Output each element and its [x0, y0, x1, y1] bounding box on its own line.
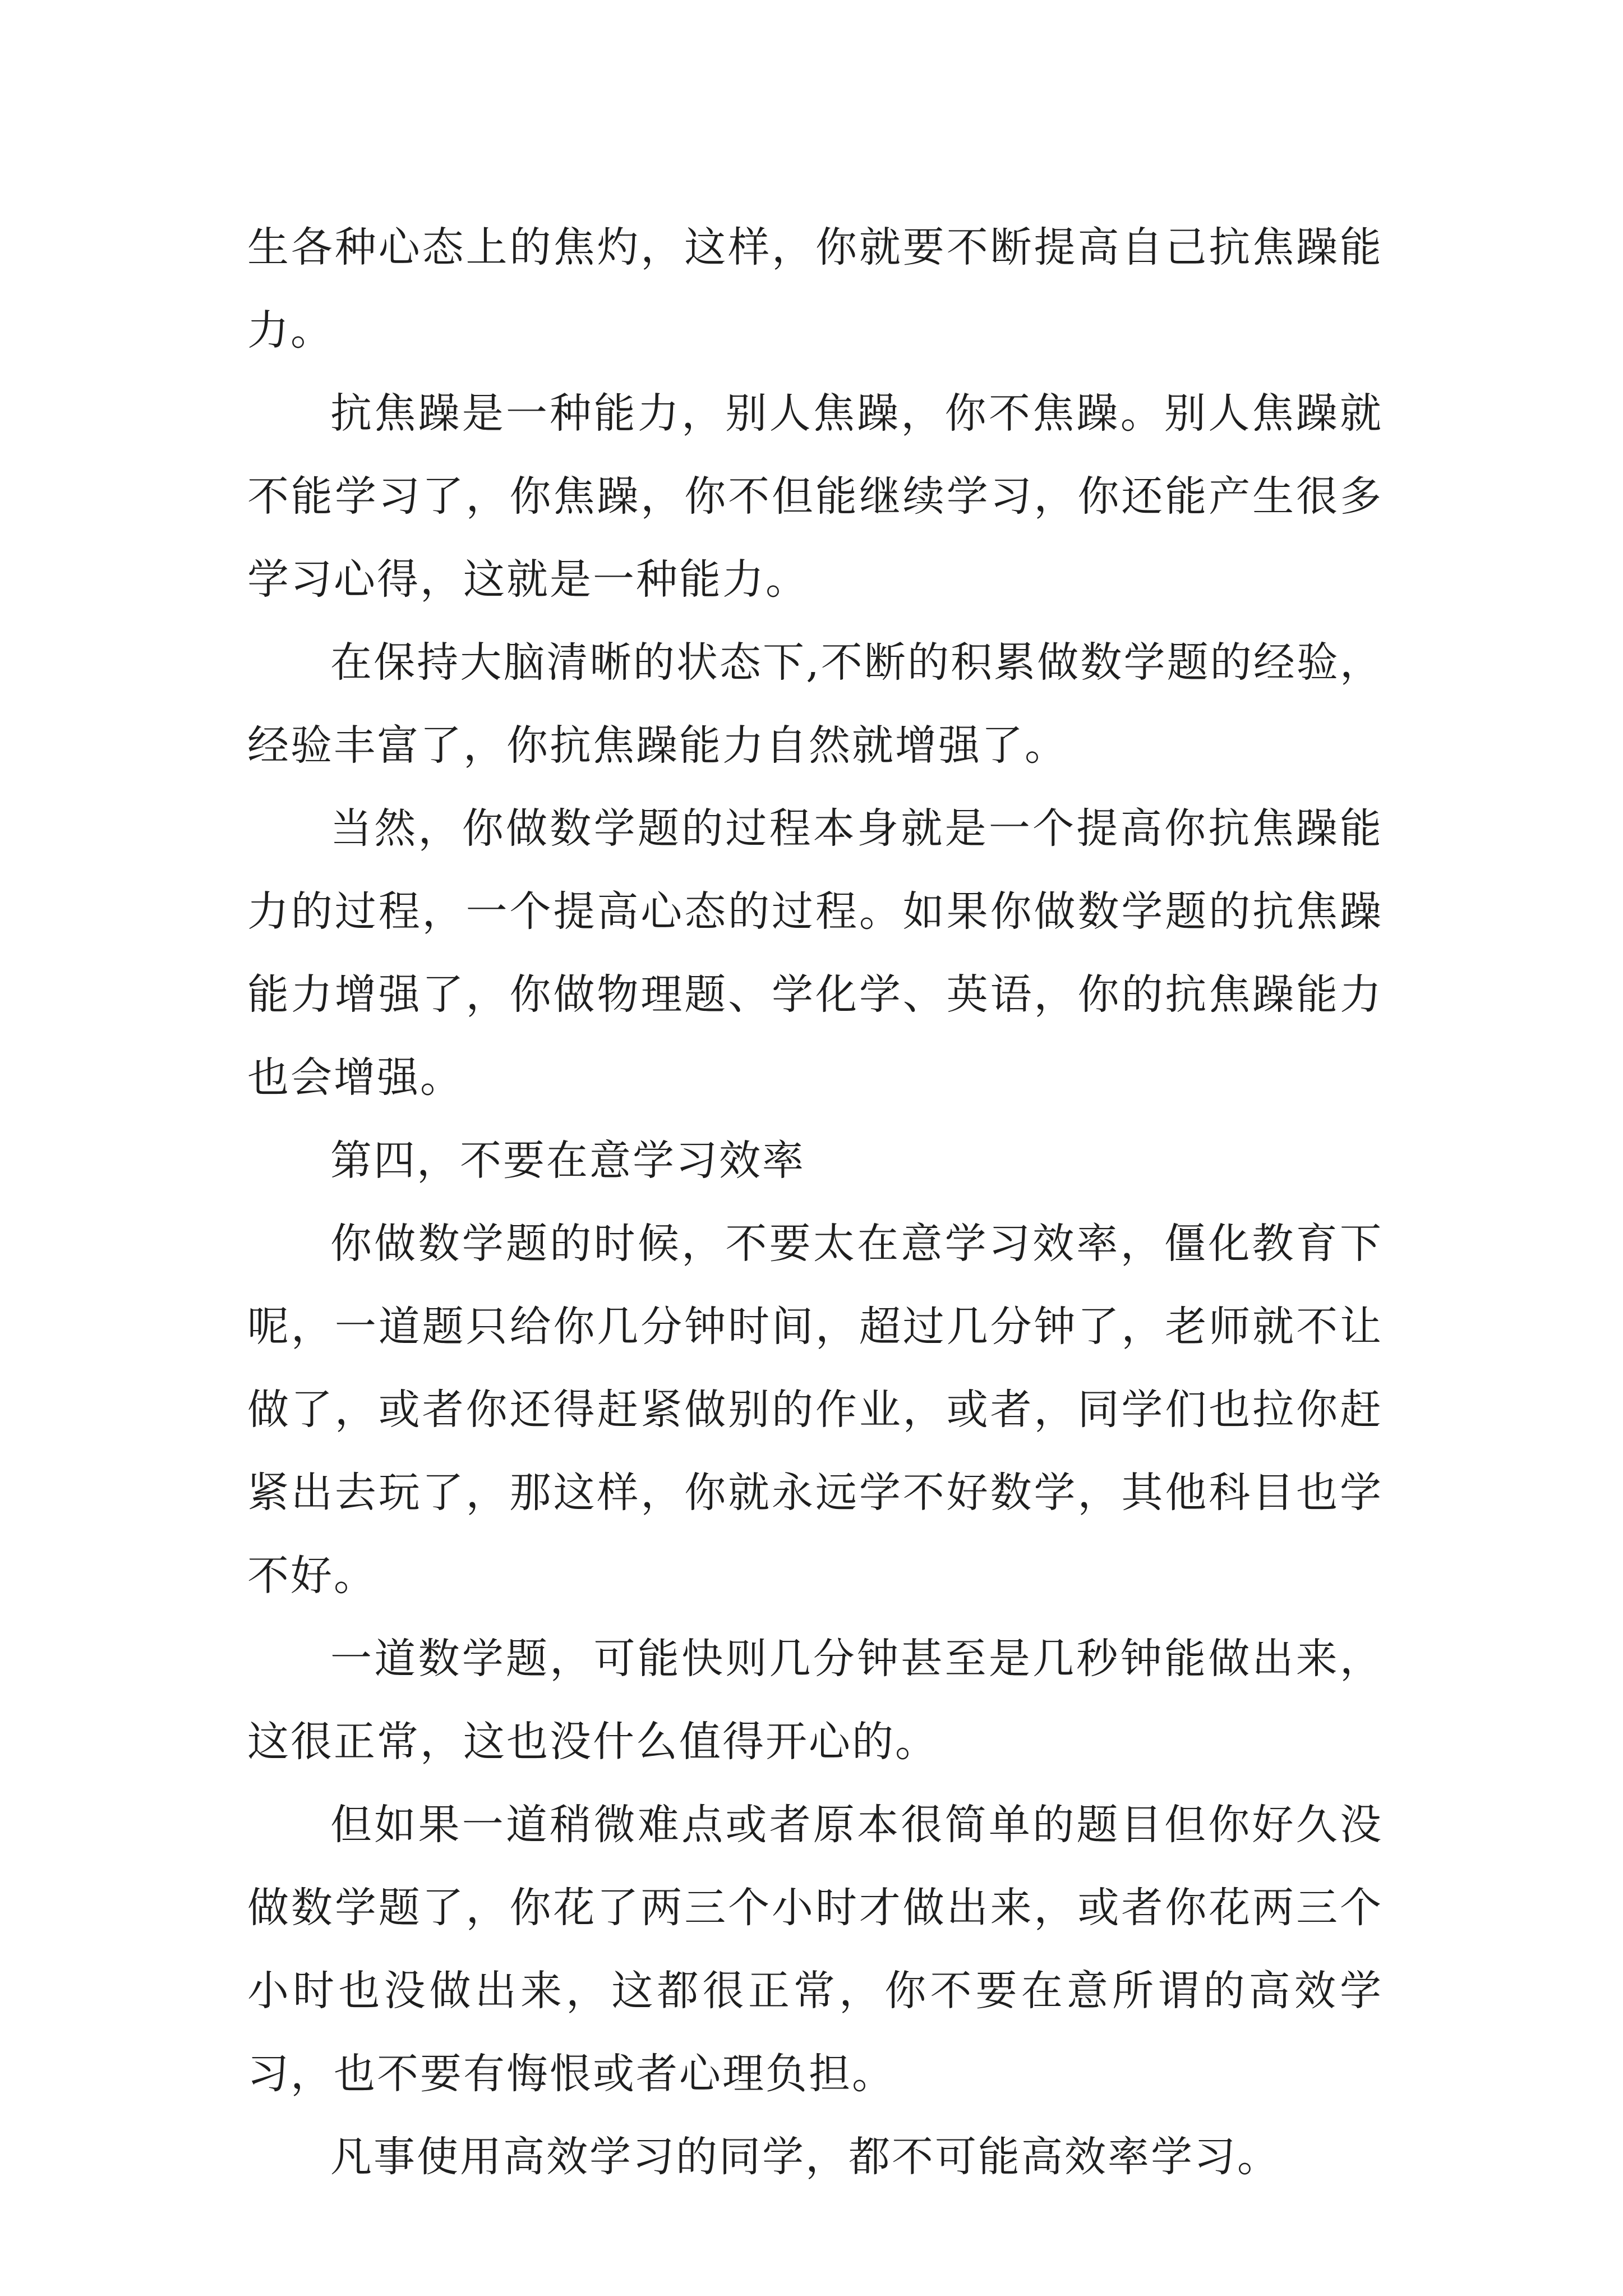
paragraph: 当然，你做数学题的过程本身就是一个提高你抗焦躁能力的过程，一个提高心态的过程。如果你做数学题的抗焦躁能力增强了，你做物理题、学化学、英语，你的抗焦躁能力也会增强。: [247, 804, 1383, 1102]
paragraph: 你做数学题的时候，不要太在意学习效率，僵化教育下呢，一道题只给你几分钟时间，超过几分钟了，老师就不让做了，或者你还得赶紧做别的作业，或者，同学们也拉你赶紧出去玩了，那这样，你就永远学不好数学，其他科目也学不好。: [247, 1220, 1383, 1600]
paragraph: 在保持大脑清晰的状态下,不断的积累做数学题的经验，经验丰富了，你抗焦躁能力自然就增强了。: [247, 638, 1383, 770]
paragraph-continuation: 生各种心态上的焦灼，这样，你就要不断提高自己抗焦躁能力。: [247, 223, 1383, 355]
paragraph: 但如果一道稍微难点或者原本很简单的题目但你好久没做数学题了，你花了两三个小时才做出来，或者你花两三个小时也没做出来，这都很正常，你不要在意所谓的高效学习，也不要有悔恨或者心理负担。: [247, 1801, 1383, 2098]
section-heading: 第四，不要在意学习效率: [330, 1137, 805, 1185]
paragraph: 凡事使用高效学习的同学，都不可能高效率学习。: [330, 2133, 1280, 2181]
paragraph: 抗焦躁是一种能力，别人焦躁，你不焦躁。别人焦躁就不能学习了，你焦躁，你不但能继续学习，你还能产生很多学习心得，这就是一种能力。: [247, 389, 1383, 604]
document-body: [247, 206, 1383, 2198]
paragraph: 一道数学题，可能快则几分钟甚至是几秒钟能做出来，这很正常，这也没什么值得开心的。: [247, 1635, 1383, 1766]
